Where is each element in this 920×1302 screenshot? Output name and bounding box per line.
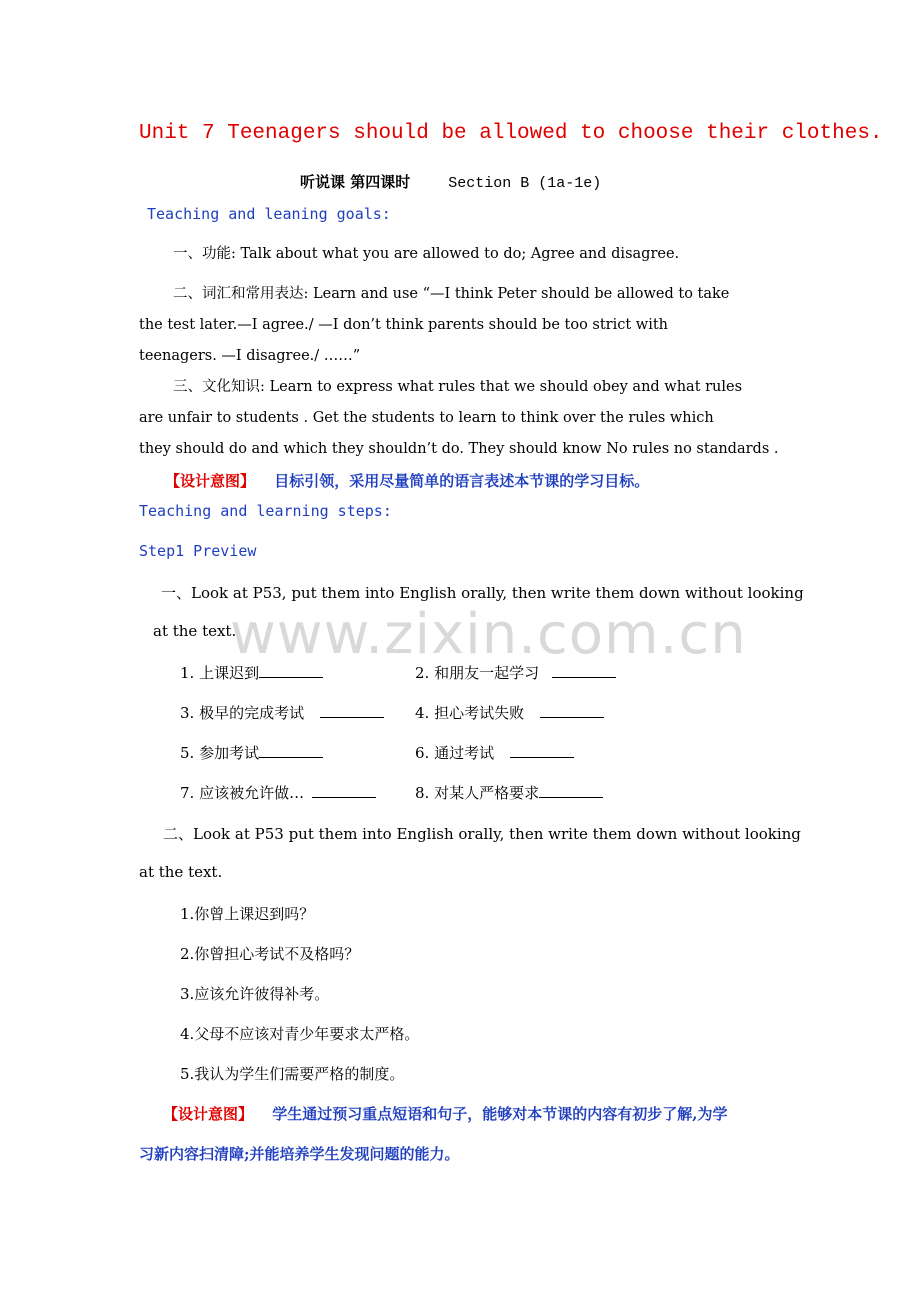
part2-instruction-line-1: 二、Look at P53 put them into English orally, then write them down without looking [163, 825, 801, 843]
step1-heading: Step1 Preview [139, 542, 257, 560]
part2-instruction-line-2: at the text. [139, 863, 223, 881]
goal-culture-line-3: they should do and which they shouldn’t do. They should know No rules no standards . [139, 441, 779, 457]
answer-blank[interactable] [312, 782, 376, 798]
steps-heading: Teaching and learning steps: [139, 502, 392, 520]
preview-item: 8. 对某人严格要求 [415, 782, 603, 803]
answer-blank[interactable] [320, 702, 384, 718]
design-note-2-cont [139, 1143, 460, 1164]
translation-sentence: 4.父母不应该对青少年要求太严格。 [180, 1025, 420, 1043]
part1-instruction-line-2: at the text. [153, 622, 237, 640]
answer-blank[interactable] [510, 742, 574, 758]
answer-blank[interactable] [539, 782, 603, 798]
goal-vocab-line-2: the test later.—I agree./ —I don’t think parents should be too strict with [139, 317, 669, 333]
translation-sentence: 3.应该允许彼得补考。 [180, 985, 330, 1003]
design-note-text-line-1: 学生通过预习重点短语和句子，能够对本节课的内容有初步了解,为学 [272, 1105, 728, 1123]
preview-item: 6. 通过考试 [415, 742, 574, 763]
part1-instruction-line-1: 一、Look at P53, put them into English orally, then write them down without looking [161, 584, 804, 602]
section-label: Section B (1a-1e) [448, 175, 602, 192]
goal-function: 一、功能: Talk about what you are allowed to do; Agree and disagree. [173, 246, 680, 262]
preview-item: 2. 和朋友一起学习 [415, 662, 616, 683]
design-note-text-line-2: 习新内容扫清障;并能培养学生发现问题的能力。 [139, 1145, 460, 1163]
preview-item: 4. 担心考试失败 [415, 702, 604, 723]
preview-item: 1. 上课迟到 [180, 662, 323, 683]
translation-sentence: 2.你曾担心考试不及格吗？ [180, 945, 360, 963]
answer-blank[interactable] [540, 702, 604, 718]
goal-culture-line-2: are unfair to students . Get the students to learn to think over the rules which [139, 410, 714, 426]
unit-title: Unit 7 Teenagers should be allowed to choose their clothes. [139, 122, 883, 145]
lesson-subtitle [300, 171, 601, 192]
translation-sentence: 5.我认为学生们需要严格的制度。 [180, 1065, 405, 1083]
goal-vocab-line-3: teenagers. —I disagree./ ……” [139, 348, 361, 364]
lesson-label: 听说课 第四课时 [300, 173, 411, 191]
goal-vocab-line-1: 二、词汇和常用表达: Learn and use “—I think Peter should be allowed to take [173, 286, 730, 302]
preview-item: 5. 参加考试 [180, 742, 323, 763]
preview-item: 3. 极早的完成考试 [180, 702, 384, 723]
goal-culture-line-1: 三、文化知识: Learn to express what rules that we should obey and what rules [173, 379, 743, 395]
design-note-1 [165, 470, 649, 491]
design-note-tag: 【设计意图】 [163, 1105, 254, 1123]
design-note-tag: 【设计意图】 [165, 472, 256, 490]
design-note-text: 目标引领，采用尽量简单的语言表述本节课的学习目标。 [274, 472, 650, 490]
design-note-2 [163, 1103, 727, 1124]
goals-heading: Teaching and leaning goals: [147, 205, 391, 223]
answer-blank[interactable] [259, 742, 323, 758]
translation-sentence: 1.你曾上课迟到吗？ [180, 905, 315, 923]
preview-item: 7. 应该被允许做… [180, 782, 376, 803]
watermark: www.zixin.com.cn [230, 602, 747, 667]
